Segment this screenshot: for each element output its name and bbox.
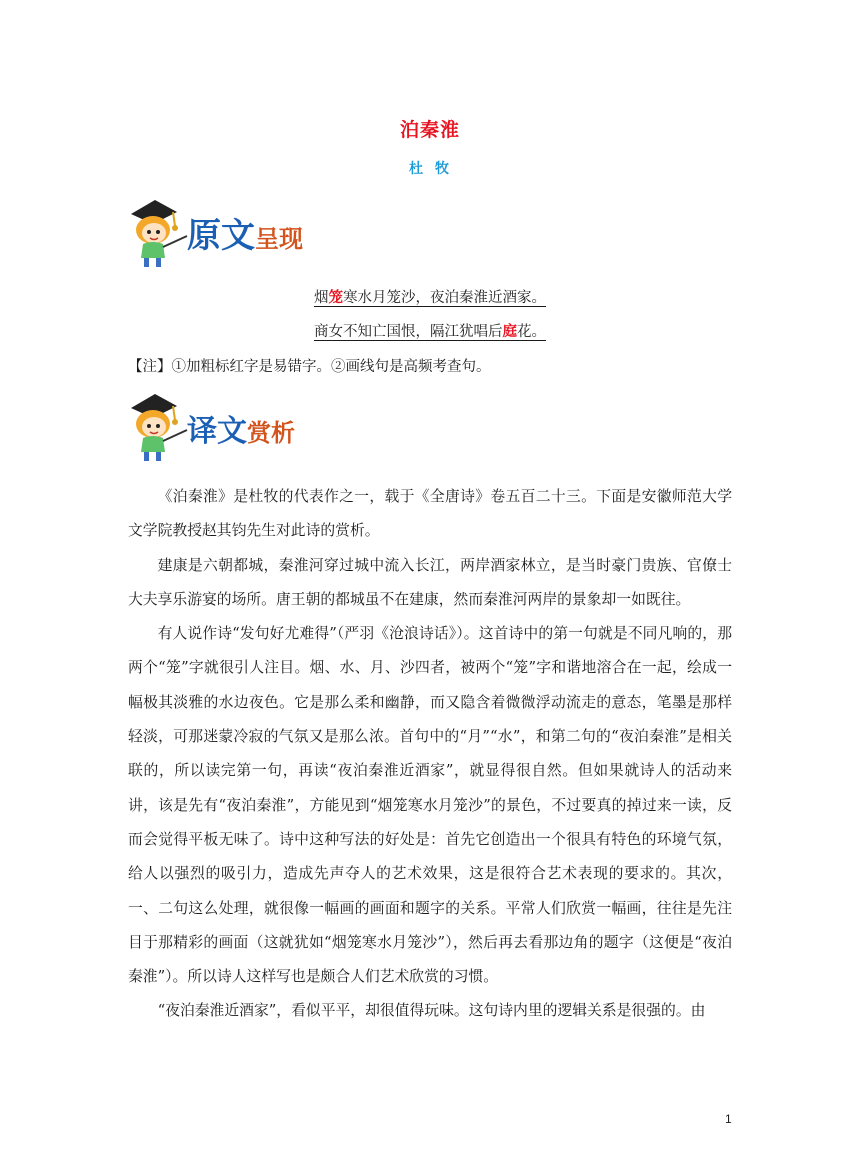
paragraph: 《泊秦淮》是杜牧的代表作之一，载于《全唐诗》卷五百二十三。下面是安徽师范大学文学院教授赵其钧先生对此诗的赏析。	[128, 488, 732, 540]
paragraph: “夜泊秦淮近酒家”，看似平平，却很值得玩味。这句诗内里的逻辑关系是很强的。由	[157, 1002, 706, 1020]
page-number: 1	[725, 1112, 732, 1126]
analysis-body	[128, 480, 732, 1029]
poem-line-1: 烟笼寒水月笼沙，夜泊秦淮近酒家。	[314, 289, 546, 306]
section-heading-analysis: 译文赏析	[187, 414, 295, 449]
section-banner-original	[125, 192, 355, 272]
author: 杜牧	[409, 161, 461, 177]
paragraph: 建康是六朝都城，秦淮河穿过城中流入长江，两岸酒家林立，是当时豪门贵族、官僚士大夫享乐游宴的场所。唐王朝的都城虽不在建康，然而秦淮河两岸的景象却一如既往。	[128, 556, 732, 608]
section-banner-analysis	[125, 386, 355, 466]
section-heading-original: 原文呈现	[187, 216, 303, 256]
paragraph: 有人说作诗“发句好尤难得”（严羽《沧浪诗话》）。这首诗中的第一句就是不同凡响的，那两个“笼”字就很引人注目。烟、水、月、沙四者，被两个“笼”字和谐地溶合在一起，绘成一幅极其淡雅的水边夜色。它是那么柔和幽静，而又隐含着微微浮动流走的意态，笔墨是那样轻淡，可那迷蒙冷寂的气氛又是那么浓。首句中的“月”“水”，和第二句的“夜泊秦淮”是相关联的，所以读完第一句，再读“夜泊秦淮近酒家”，就显得很自然。但如果就诗人的活动来讲，该是先有“夜泊秦淮”，方能见到“烟笼寒水月笼沙”的景色，不过要真的掉过来一读，反而会觉得平板无味了。诗中这种写法的好处是：首先它创造出一个很具有特色的环境气氛，给人以强烈的吸引力，造成先声夺人的艺术效果，这是很符合艺术表现的要求的。其次，一、二句这么处理，就很像一幅画的画面和题字的关系。平常人们欣赏一幅画，往往是先注目于那精彩的画面（这就犹如“烟笼寒水月笼沙”），然后再去看那边角的题字（这便是“夜泊秦淮”）。所以诗人这样写也是颇合人们艺术欣赏的习惯。	[128, 625, 732, 986]
page-title: 泊秦淮	[399, 119, 460, 141]
note: 【注】①加粗标红字是易错字。②画线句是高频考查句。	[128, 359, 491, 375]
poem-line-2: 商女不知亡国恨，隔江犹唱后庭花。	[314, 323, 546, 340]
